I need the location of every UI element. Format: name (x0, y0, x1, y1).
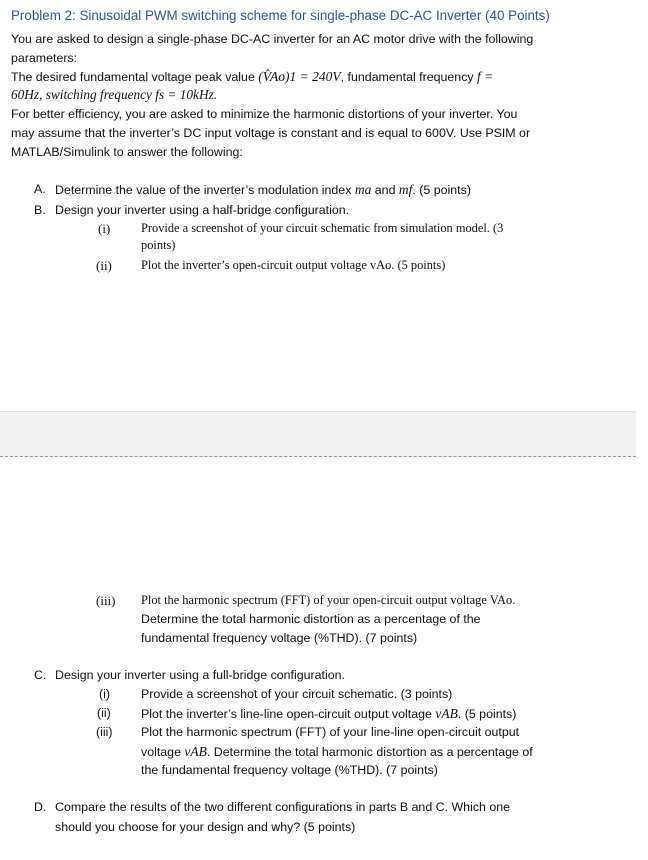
part-b-i-number: (i) (98, 221, 111, 236)
part-d-label: D. (34, 800, 47, 814)
part-d-text: Compare the results of the two different configurations in parts B and C. Which one (55, 800, 511, 814)
part-a-text (55, 182, 471, 198)
part-b-ii-number: (ii) (96, 258, 112, 273)
part-c-i-number: (i) (99, 687, 111, 701)
voltage-vab: vAB (435, 706, 458, 721)
part-c-iii-number: (iii) (96, 725, 113, 739)
intro-text: , fundamental frequency (340, 70, 478, 84)
part-c-iii-text-cont: the fundamental frequency voltage (%THD). (7 points) (141, 763, 438, 777)
intro-line: For better efficiency, you are asked to minimize the harmonic distortions of your inverter. You (11, 107, 518, 121)
part-b-iii-text-cont: Determine the total harmonic distortion as a percentage of the (141, 612, 481, 626)
part-c-ii-text (141, 706, 516, 722)
part-b-iii-text: Plot the harmonic spectrum (FFT) of your open-circuit output voltage VAo. (141, 593, 516, 607)
part-b-i-text-cont: points) (141, 238, 176, 252)
part-b-iii-text-cont: fundamental frequency voltage (%THD). (7 points) (141, 631, 418, 645)
page-break-band (0, 411, 636, 457)
part-a-and: and (371, 183, 399, 197)
part-b-i-text: Provide a screenshot of your circuit schematic from simulation model. (3 (141, 221, 504, 235)
part-d-text-cont: should you choose for your design and why? (5 points) (55, 820, 356, 834)
part-c-iii-text-end: . Determine the total harmonic distortion as a percentage of (206, 745, 533, 759)
voltage-vab: vAB (184, 744, 207, 759)
part-c-label: C. (34, 668, 47, 682)
frequency-formula: f = (477, 69, 494, 84)
intro-text: The desired fundamental voltage peak value (11, 70, 259, 84)
part-c-i-text: Provide a screenshot of your circuit schematic. (3 points) (141, 687, 453, 701)
part-c-ii-text-end: . (5 points) (457, 707, 517, 721)
part-b-ii-text: Plot the inverter’s open-circuit output voltage vAo. (5 points) (141, 258, 446, 272)
problem-title: Problem 2: Sinusoidal PWM switching scheme for single-phase DC-AC Inverter (40 Points) (11, 8, 550, 23)
part-c-ii-text-start: Plot the inverter’s line-line open-circuit output voltage (141, 707, 436, 721)
part-c-ii-number: (ii) (97, 706, 111, 720)
part-b-text: Design your inverter using a half-bridge configuration. (55, 203, 350, 217)
intro-line: may assume that the inverter’s DC input voltage is constant and is equal to 600V. Use PSIM or (11, 126, 531, 140)
voltage-formula: (V̂Ao)1 = 240V (258, 69, 341, 84)
part-a-text-start: Determine the value of the inverter’s modulation index (55, 183, 355, 197)
part-b-label: B. (34, 203, 46, 217)
intro-line: MATLAB/Simulink to answer the following: (11, 145, 243, 159)
part-b-iii-number: (iii) (96, 593, 116, 608)
modulation-index-ma: ma (354, 182, 372, 197)
part-c-iii-text-start: voltage (141, 745, 185, 759)
part-c-text: Design your inverter using a full-bridge configuration. (55, 668, 345, 682)
intro-line: parameters: (11, 51, 78, 65)
part-a-label: A. (34, 182, 46, 196)
page-break-dashed-line (0, 456, 636, 457)
intro-line: You are asked to design a single-phase DC-AC inverter for an AC motor drive with the following (11, 32, 534, 46)
part-c-iii-text: Plot the harmonic spectrum (FFT) of your line-line open-circuit output (141, 725, 520, 739)
part-a-text-end: . (5 points) (412, 183, 471, 197)
part-c-iii-text-cont (141, 744, 533, 760)
intro-line-parameters (11, 69, 493, 85)
intro-line-frequency: 60Hz, switching frequency fs = 10kHz. (11, 87, 218, 102)
frequency-ratio-mf: mf (398, 182, 413, 197)
